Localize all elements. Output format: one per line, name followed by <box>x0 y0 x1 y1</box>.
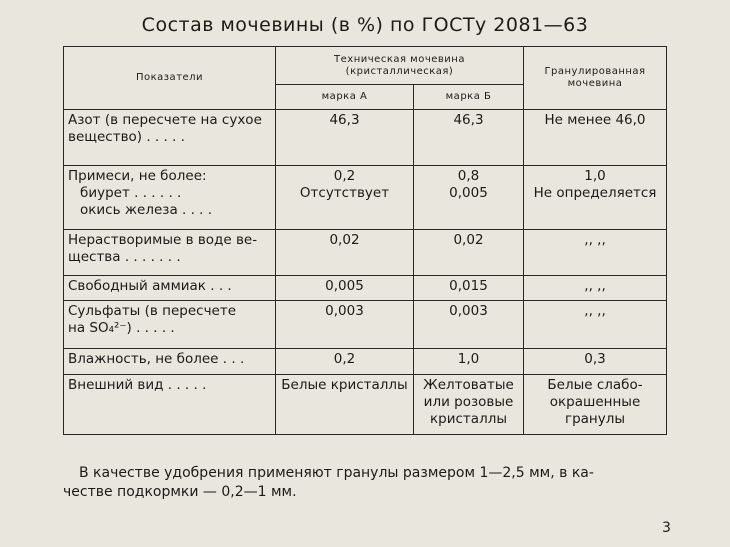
cell-value: 0,02 <box>329 232 360 248</box>
row-label-line: Свободный аммиак . . . <box>68 278 232 294</box>
table-row <box>64 301 667 349</box>
table-row <box>64 110 667 166</box>
row-label <box>64 276 276 301</box>
footnote <box>63 464 673 502</box>
row-label-line: Нерастворимые в воде ве- <box>68 232 258 248</box>
cell-value: Желтоватые <box>423 377 514 393</box>
cell-value: ,, ,, <box>584 278 606 294</box>
cell-grade-a <box>276 166 414 230</box>
cell-granulated <box>524 349 667 375</box>
footnote-line-2: честве подкормки — 0,2—1 мм. <box>63 484 297 500</box>
cell-value: Белые кристаллы <box>281 377 408 393</box>
row-label-line: вещество) . . . . . <box>68 129 185 145</box>
row-label-line: Азот (в пересчете на сухое <box>68 112 262 128</box>
cell-grade-a <box>276 301 414 349</box>
table-title: Состав мочевины (в %) по ГОСТу 2081—63 <box>141 14 589 36</box>
cell-grade-a <box>276 349 414 375</box>
cell-value: 0,2 <box>333 351 356 367</box>
cell-grade-b <box>414 110 524 166</box>
cell-grade-a <box>276 230 414 276</box>
cell-granulated <box>524 375 667 435</box>
row-label-line: окись железа . . . . <box>80 202 213 218</box>
cell-value: 0,3 <box>584 351 606 367</box>
table-row <box>64 349 667 375</box>
row-label <box>64 230 276 276</box>
cell-grade-b <box>414 166 524 230</box>
cell-value: гранулы <box>564 411 626 427</box>
cell-value: 0,005 <box>449 185 488 201</box>
row-label <box>64 166 276 230</box>
cell-grade-b <box>414 230 524 276</box>
row-label <box>64 110 276 166</box>
cell-grade-b <box>414 349 524 375</box>
cell-grade-b <box>414 375 524 435</box>
cell-value: 1,0 <box>584 168 606 184</box>
row-label-line: Влажность, не более . . . <box>68 351 245 367</box>
row-label-line: щества . . . . . . . <box>68 249 181 265</box>
cell-granulated <box>524 166 667 230</box>
cell-grade-a <box>276 375 414 435</box>
cell-granulated <box>524 110 667 166</box>
cell-value: Не менее 46,0 <box>544 112 646 128</box>
cell-value: 46,3 <box>453 112 484 128</box>
cell-value: 46,3 <box>329 112 360 128</box>
cell-value: ,, ,, <box>584 232 606 248</box>
cell-value: Отсутствует <box>299 185 390 201</box>
table-body <box>64 110 667 435</box>
header-grade-b: марка Б <box>414 85 524 110</box>
cell-value: 0,003 <box>449 303 488 319</box>
table-row <box>64 230 667 276</box>
cell-value: 0,8 <box>457 168 480 184</box>
table-row <box>64 276 667 301</box>
cell-grade-b <box>414 301 524 349</box>
header-granulated: Гранулированная мочевина <box>524 47 667 110</box>
cell-granulated <box>524 276 667 301</box>
table-row <box>64 166 667 230</box>
row-label-line: на SO₄²⁻) . . . . . <box>68 320 175 336</box>
cell-value: кристаллы <box>430 411 507 427</box>
row-label-line: Примеси, не более: <box>68 168 207 184</box>
row-label <box>64 375 276 435</box>
row-label-line: Сульфаты (в пересчете <box>68 303 237 319</box>
cell-granulated <box>524 230 667 276</box>
urea-composition-table <box>63 46 667 435</box>
cell-value: 0,003 <box>325 303 364 319</box>
table-row <box>64 375 667 435</box>
cell-grade-a <box>276 276 414 301</box>
cell-value: 0,015 <box>449 278 488 294</box>
cell-grade-a <box>276 110 414 166</box>
row-label-line: биурет . . . . . . <box>80 185 182 201</box>
header-grade-a: марка А <box>276 85 414 110</box>
cell-value: 0,02 <box>453 232 484 248</box>
cell-value: ,, ,, <box>584 303 606 319</box>
row-label <box>64 301 276 349</box>
footnote-line-1: В качестве удобрения применяют гранулы размером 1—2,5 мм, в ка- <box>79 465 594 481</box>
cell-value: 0,2 <box>333 168 356 184</box>
cell-value: или розовые <box>423 394 514 410</box>
cell-grade-b <box>414 276 524 301</box>
page-number: 3 <box>662 520 671 536</box>
cell-value: Не определяется <box>533 185 657 201</box>
row-label <box>64 349 276 375</box>
header-technical: Техническая мочевина (кристаллическая) <box>276 47 524 85</box>
cell-value: 1,0 <box>457 351 480 367</box>
header-indicators: Показатели <box>64 47 276 110</box>
cell-granulated <box>524 301 667 349</box>
cell-value: 0,005 <box>325 278 364 294</box>
row-label-line: Внешний вид . . . . . <box>68 377 207 393</box>
cell-value: окрашенные <box>549 394 641 410</box>
cell-value: Белые слабо- <box>547 377 643 393</box>
